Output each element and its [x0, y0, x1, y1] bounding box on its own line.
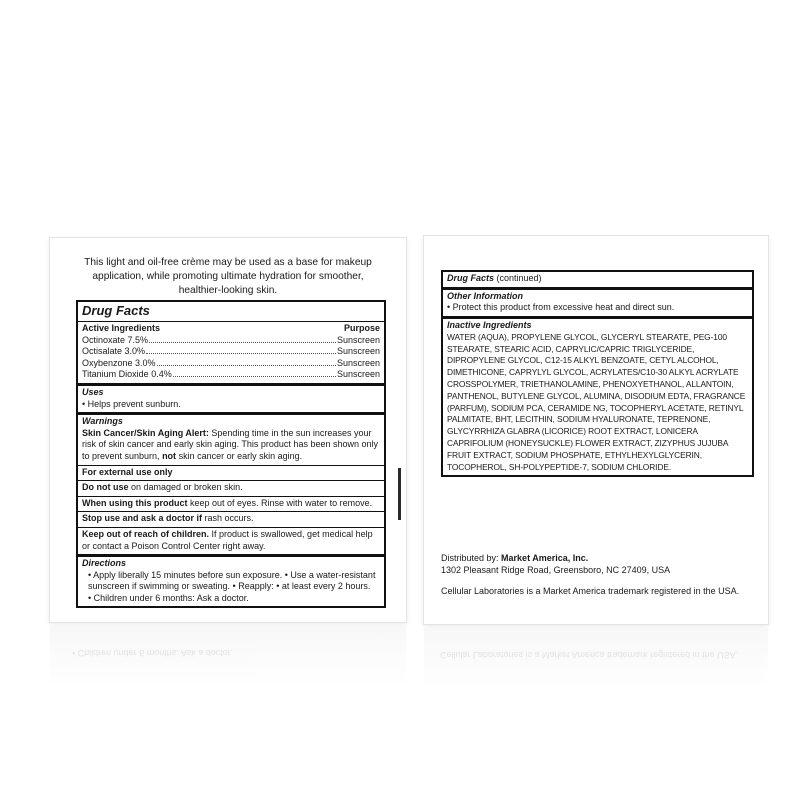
skin-cancer-not: not: [162, 450, 177, 461]
uses-section: [78, 383, 384, 412]
when-using-text: keep out of eyes. Rinse with water to remove.: [187, 497, 373, 508]
drug-facts-continued-header: [443, 272, 752, 287]
ingredient-purpose: Sunscreen: [336, 357, 380, 368]
other-information-title: Other Information: [447, 290, 523, 301]
do-not-use-section: [78, 480, 384, 496]
ingredient-row: [82, 369, 380, 381]
skin-cancer-label: Skin Cancer/Skin Aging Alert:: [82, 427, 209, 438]
left-reflection-text: • Children under 6 months: Ask a doctor.: [72, 648, 233, 658]
active-ingredients-section: [78, 321, 384, 383]
keep-out-text: If product is swallowed, get medical help or contact a Poison Control Center right away.: [82, 528, 373, 551]
active-ingredients-header: Active Ingredients: [82, 323, 161, 333]
right-reflection-text: Cellular Laboratories is a Market America trademark registered in the USA.: [440, 650, 739, 660]
inactive-ingredients-title: Inactive Ingredients: [447, 320, 532, 331]
inactive-ingredients-text: WATER (AQUA), PROPYLENE GLYCOL, GLYCERYL STEARATE, PEG-100 STEARATE, STEARIC ACID, CAPRYLIC/CAPRIC TRIGLYCERIDE, DIPROPYLENE GLYCOL, C12-15 ALKYL BENZOATE, CETYL ALCOHOL, DIMETHICONE, CAPRYLYL GLYCOL, ACRYLATES/C10-30 ALKYL ACRYLATE CROSSPOLYMER, TRIETHANOLAMINE, PHENOXYETHANOL, ALLANTOIN, PANTHENOL, BUTYLENE GLYCOL, ALUMINA, DISODIUM EDTA, FRAGRANCE (PARFUM), SODIUM PCA, CERAMIDE NG, TOCOPHERYL ACETATE, RETINYL PALMITATE, BHT, LECITHIN, SODIUM HYALURONATE, TEPRENONE, GLYCYRRHIZA GLABRA (LICORICE) ROOT EXTRACT, LONICERA CAPRIFOLIUM (HONEYSUCKLE) FLOWER EXTRACT, ZIZYPHUS JUJUBA FRUIT EXTRACT, SODIUM PHOSPHATE, ETHYLHEXYLGLYCERIN, TOCOPHEROL, SH-POLYPEPTIDE-7, SODIUM CHLORIDE.: [447, 331, 746, 472]
drug-facts-continued-title: Drug Facts: [447, 273, 495, 283]
distributed-line: [441, 552, 761, 564]
ingredient-name: Octisalate 3.0%: [82, 346, 146, 357]
trademark-notice: Cellular Laboratories is a Market America trademark registered in the USA.: [441, 585, 740, 596]
do-not-use-text: on damaged or broken skin.: [128, 482, 243, 493]
continued-label: (continued): [496, 273, 542, 283]
center-divider: [398, 468, 401, 520]
skin-cancer-alert: [82, 428, 380, 463]
warnings-section: [78, 412, 384, 464]
ingredient-purpose: Sunscreen: [336, 369, 380, 380]
other-information-section: [443, 287, 752, 316]
ingredient-name: Oxybenzone 3.0%: [82, 357, 156, 368]
ingredient-row: [82, 346, 380, 358]
keep-out-label: Keep out of reach of children.: [82, 528, 210, 539]
uses-text: • Helps prevent sunburn.: [82, 398, 181, 409]
drug-facts-continued-panel: [441, 270, 754, 477]
keep-out-section: [78, 527, 384, 554]
do-not-use-label: Do not use: [82, 482, 129, 493]
directions-section: [78, 554, 384, 606]
stop-use-label: Stop use and ask a doctor if: [82, 513, 203, 524]
drug-facts-title: Drug Facts: [82, 303, 150, 318]
distributed-label: Distributed by:: [441, 553, 499, 563]
skin-cancer-text: Spending time in the sun increases your risk of skin cancer and early skin aging. This product has been shown only to prevent sunburn,: [82, 427, 378, 461]
product-intro: This light and oil-free crème may be used as a base for makeup application, while promoting ultimate hydration for smoother, healthier-looking skin.: [84, 257, 372, 296]
ingredient-name: Octinoxate 7.5%: [82, 334, 149, 345]
uses-title: Uses: [82, 386, 104, 397]
other-information-text: • Protect this product from excessive heat and direct sun.: [447, 302, 675, 313]
stop-use-text: rash occurs.: [202, 513, 254, 524]
purpose-header: Purpose: [343, 323, 380, 333]
inactive-ingredients-section: [443, 316, 752, 475]
ingredient-purpose: Sunscreen: [336, 346, 380, 357]
distributor-info: [441, 552, 761, 597]
left-panel-reflection: [50, 626, 406, 686]
ingredient-row: [82, 358, 380, 370]
drug-facts-header: [78, 302, 384, 321]
right-panel-reflection: [424, 628, 768, 688]
directions-title: Directions: [82, 558, 127, 569]
when-using-label: When using this product: [82, 497, 188, 508]
directions-text: • Apply liberally 15 minutes before sun exposure. • Use a water-resistant sunscreen if swimming or sweating. • Reapply: • at least every 2 hours.: [88, 569, 376, 592]
external-use-section: [78, 465, 384, 481]
directions-children: • Children under 6 months: Ask a doctor.: [88, 592, 249, 603]
ingredient-name: Titanium Dioxide 0.4%: [82, 369, 172, 380]
stop-use-section: [78, 511, 384, 527]
distributor-address: 1302 Pleasant Ridge Road, Greensboro, NC 27409, USA: [441, 565, 671, 576]
external-use-text: For external use only: [82, 466, 173, 477]
when-using-section: [78, 496, 384, 512]
ingredient-row: [82, 335, 380, 347]
drug-facts-panel: [76, 300, 386, 608]
ingredient-purpose: Sunscreen: [336, 334, 380, 345]
skin-cancer-text-end: skin cancer or early skin aging.: [176, 450, 303, 461]
distributor-name: Market America, Inc.: [501, 553, 589, 563]
warnings-title: Warnings: [82, 416, 123, 427]
